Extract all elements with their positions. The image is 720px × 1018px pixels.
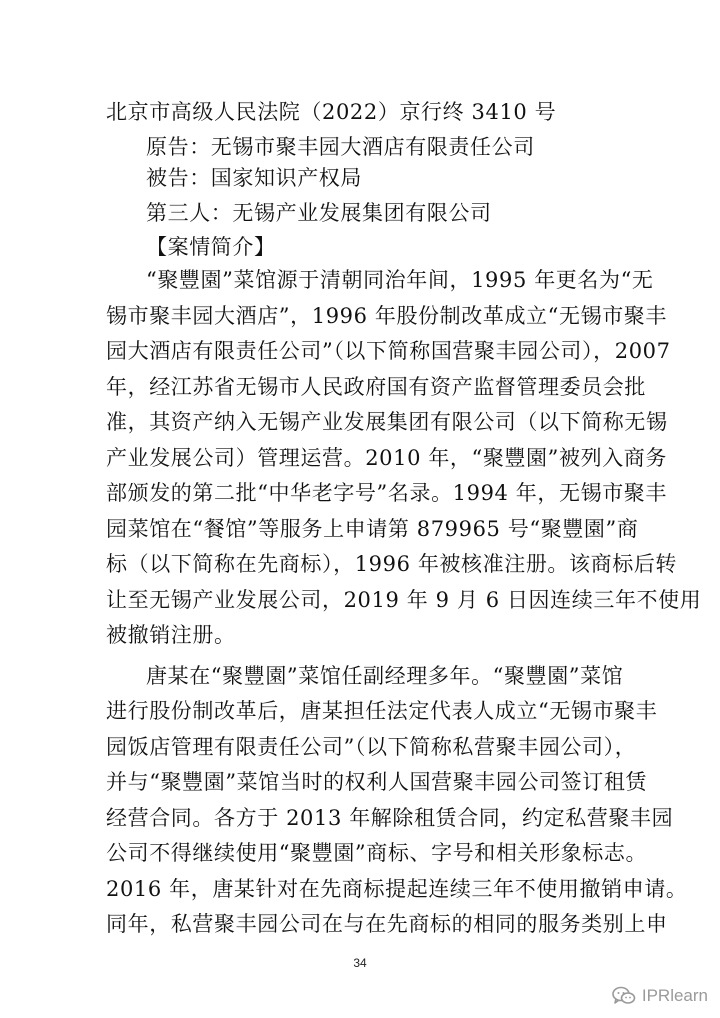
case-number: 北京市高级人民法院（2022）京行终 3410 号 [106,100,557,124]
paragraph-1-line: 准，其资产纳入无锡产业发展集团有限公司（以下简称无锡 [106,410,668,434]
paragraph-2-line: 经营合同。各方于 2013 年解除租赁合同，约定私营聚丰园 [106,806,674,830]
paragraph-1-line: 部颁发的第二批“中华老字号”名录。1994 年，无锡市聚丰 [106,481,667,505]
paragraph-2-line: 2016 年，唐某针对在先商标提起连续三年不使用撤销申请。 [106,877,688,901]
paragraph-1-line: 产业发展公司）管理运营。2010 年，“聚豐園”被列入商务 [106,446,667,470]
paragraph-1-line: 让至无锡产业发展公司，2019 年 9 月 6 日因连续三年不使用 [106,588,702,612]
wechat-icon [612,986,636,1006]
paragraph-2-line: 进行股份制改革后，唐某担任法定代表人成立“无锡市聚丰 [106,699,658,723]
paragraph-1-line: “聚豐園”菜馆源于清朝同治年间，1995 年更名为“无 [146,268,654,292]
watermark-text: IPRlearn [641,986,708,1005]
paragraph-1-line: 标（以下简称在先商标），1996 年被核准注册。该商标后转 [106,552,678,576]
paragraph-1-line: 被撤销注册。 [106,623,236,647]
paragraph-1-line: 年，经江苏省无锡市人民政府国有资产监督管理委员会批 [106,375,646,399]
paragraph-2-line: 公司不得继续使用“聚豐園”商标、字号和相关形象标志。 [106,841,648,865]
paragraph-2-line: 并与“聚豐園”菜馆当时的权利人国营聚丰园公司签订租赁 [106,770,648,794]
paragraph-2-line: 同年，私营聚丰园公司在与在先商标的相同的服务类别上申 [106,912,668,936]
paragraph-2-line: 园饭店管理有限责任公司”（以下简称私营聚丰园公司）， [106,735,637,759]
defendant-line: 被告：国家知识产权局 [146,166,362,190]
third-party-line: 第三人：无锡产业发展集团有限公司 [146,201,492,225]
paragraph-1-line: 园大酒店有限责任公司”（以下简称国营聚丰园公司），2007 [106,339,671,363]
paragraph-2-line: 唐某在“聚豐園”菜馆任副经理多年。“聚豐園”菜馆 [146,664,624,688]
plaintiff-line: 原告：无锡市聚丰园大酒店有限责任公司 [146,135,535,159]
watermark [612,986,708,1006]
page-number: 34 [353,956,367,970]
section-heading: 【案情简介】 [146,235,276,259]
paragraph-1-line: 锡市聚丰园大酒店”，1996 年股份制改革成立“无锡市聚丰 [106,304,667,328]
paragraph-1-line: 园菜馆在“餐馆”等服务上申请第 879965 号“聚豐園”商 [106,517,639,541]
